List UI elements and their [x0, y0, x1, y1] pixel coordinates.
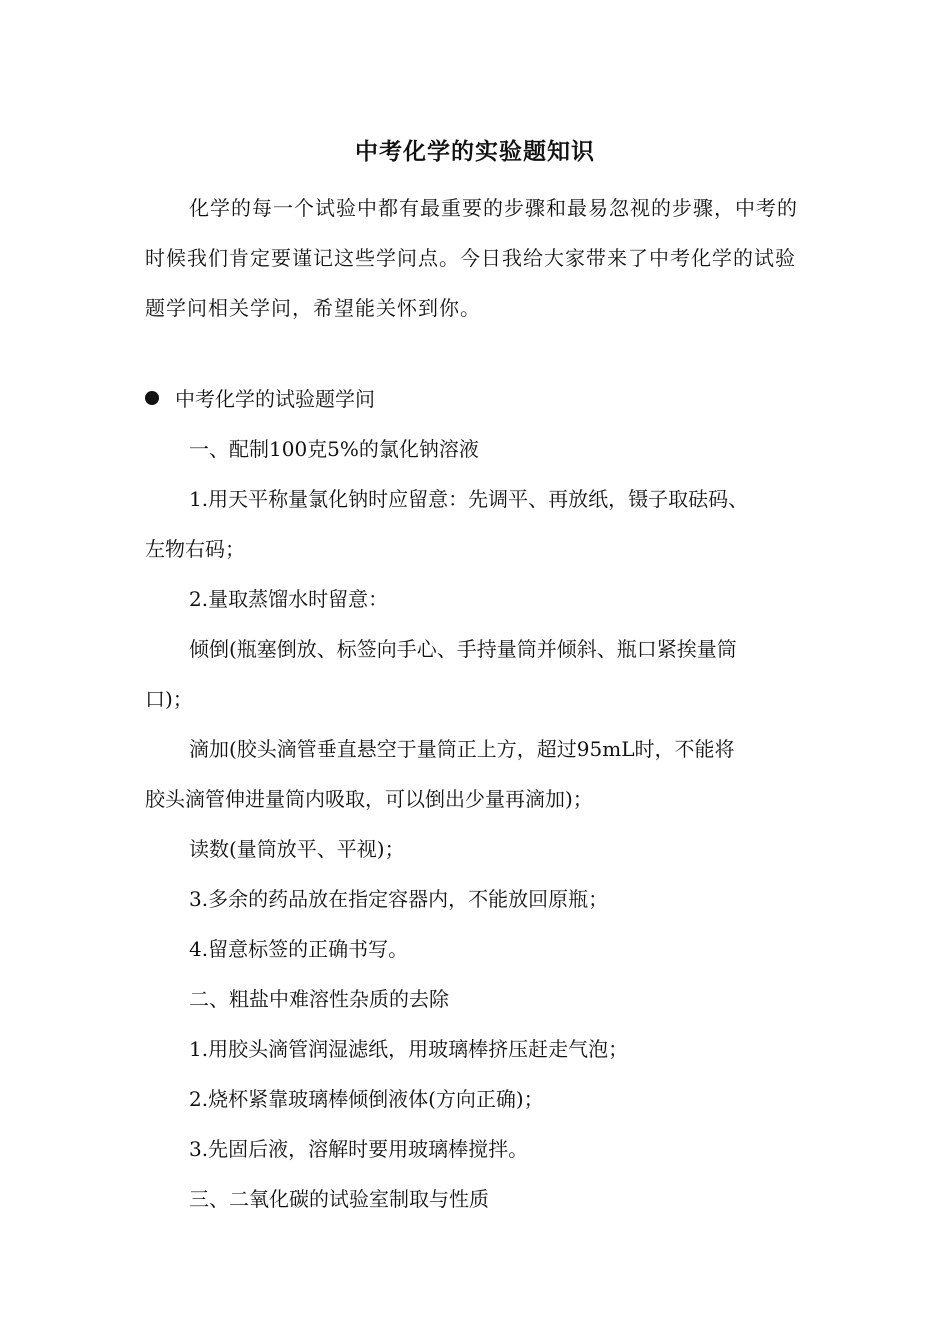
body-line: 2.烧杯紧靠玻璃棒倾倒液体(方向正确)； — [189, 1087, 544, 1111]
section-heading: 二、粗盐中难溶性杂质的去除 — [189, 987, 449, 1011]
body-line: 左物右码； — [145, 537, 245, 561]
body-line: 3.先固后液，溶解时要用玻璃棒搅拌。 — [189, 1137, 529, 1161]
bullet-heading — [145, 384, 375, 414]
section-heading: 三、二氧化碳的试验室制取与性质 — [189, 1187, 489, 1211]
document-title: 中考化学的实验题知识 — [355, 138, 595, 165]
section-heading: 一、配制100克5%的氯化钠溶液 — [189, 437, 479, 461]
body-line: 1.用胶头滴管润湿滤纸，用玻璃棒挤压赶走气泡； — [189, 1037, 629, 1061]
body-line: 2.量取蒸馏水时留意： — [189, 587, 389, 611]
intro-paragraph: 化学的每一个试验中都有最重要的步骤和最易忽视的步骤，中考的时候我们肯定要谨记这些学问点。今日我给大家带来了中考化学的试验题学问相关学问，希望能关怀到你。 — [145, 196, 798, 320]
body-line: 滴加(胶头滴管垂直悬空于量筒正上方，超过95mL时，不能将 — [189, 737, 735, 761]
body-line: 1.用天平称量氯化钠时应留意：先调平、再放纸，镊子取砝码、 — [189, 487, 749, 511]
bullet-dot-icon — [145, 391, 159, 405]
body-line: 口)； — [145, 687, 193, 711]
body-line: 倾倒(瓶塞倒放、标签向手心、手持量筒并倾斜、瓶口紧挨量筒 — [189, 637, 737, 661]
body-line: 3.多余的药品放在指定容器内，不能放回原瓶； — [189, 887, 609, 911]
body-line: 读数(量筒放平、平视)； — [189, 837, 405, 861]
bullet-heading-text: 中考化学的试验题学问 — [175, 387, 375, 411]
body-line: 4.留意标签的正确书写。 — [189, 937, 409, 961]
body-line: 胶头滴管伸进量筒内吸取，可以倒出少量再滴加)； — [145, 787, 593, 811]
